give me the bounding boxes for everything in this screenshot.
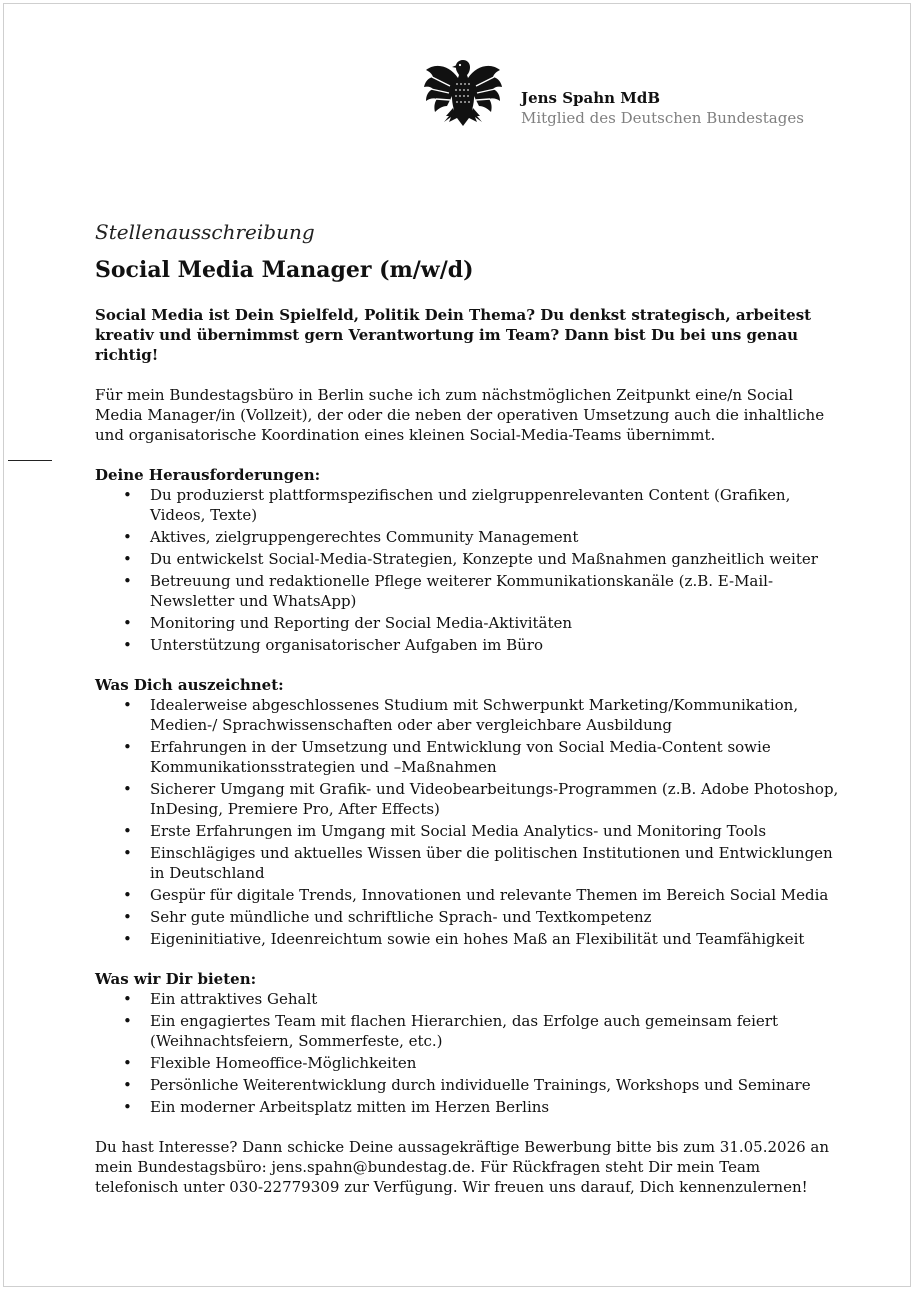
list-item: • Einschlägiges und aktuelles Wissen über die politischen Institutionen und Entwicklungen in Deutschland	[95, 843, 840, 883]
list-item: • Erfahrungen in der Umsetzung und Entwicklung von Social Media-Content sowie Kommunikationsstrategien und –Maßnahmen	[95, 737, 840, 777]
document-page	[3, 3, 911, 1287]
list-item: • Flexible Homeoffice-Möglichkeiten	[95, 1053, 840, 1073]
bullet-list	[95, 989, 840, 1117]
bullet-list	[95, 485, 840, 655]
list-item: • Sicherer Umgang mit Grafik- und Videobearbeitungs-Programmen (z.B. Adobe Photoshop, InDesing, Premiere Pro, After Effects)	[95, 779, 840, 819]
section-challenges	[95, 465, 840, 655]
section-heading: Was wir Dir bieten:	[95, 970, 257, 988]
list-item: • Ein attraktives Gehalt	[95, 989, 840, 1009]
letterhead	[422, 56, 842, 132]
list-item: • Aktives, zielgruppengerechtes Community Management	[95, 527, 840, 547]
list-item: • Ein moderner Arbeitsplatz mitten im Herzen Berlins	[95, 1097, 840, 1117]
list-item: • Eigeninitiative, Ideenreichtum sowie ein hohes Maß an Flexibilität und Teamfähigkeit	[95, 929, 840, 949]
lead-paragraph: Social Media ist Dein Spielfeld, Politik Dein Thema? Du denkst strategisch, arbeitest kreativ und übernimmst gern Verantwortung im Team? Dann bist Du bei uns genau richtig!	[95, 306, 812, 364]
job-title: Social Media Manager (m/w/d)	[95, 257, 474, 283]
document-kicker: Stellenausschreibung	[95, 220, 315, 244]
list-item: • Erste Erfahrungen im Umgang mit Social Media Analytics- und Monitoring Tools	[95, 821, 840, 841]
list-item: • Unterstützung organisatorischer Aufgaben im Büro	[95, 635, 840, 655]
list-item: • Betreuung und redaktionelle Pflege weiterer Kommunikationskanäle (z.B. E-Mail-Newsletter und WhatsApp)	[95, 571, 840, 611]
list-item: • Du entwickelst Social-Media-Strategien, Konzepte und Maßnahmen ganzheitlich weiter	[95, 549, 840, 569]
list-item: • Du produzierst plattformspezifischen und zielgruppenrelevanten Content (Grafiken, Videos, Texte)	[95, 485, 840, 525]
bundesadler-eagle-icon	[422, 56, 504, 130]
section-heading: Was Dich auszeichnet:	[95, 676, 284, 694]
closing-paragraph: Du hast Interesse? Dann schicke Deine aussagekräftige Bewerbung bitte bis zum 31.05.2026 an mein Bundestagsbüro: jens.spahn@bundestag.de. Für Rückfragen steht Dir mein Team telefonisch unter 030-22779309 zur Verfügung. Wir freuen uns darauf, Dich kennenzulernen!	[95, 1138, 830, 1196]
section-heading: Deine Herausforderungen:	[95, 466, 321, 484]
list-item: • Sehr gute mündliche und schriftliche Sprach- und Textkompetenz	[95, 907, 840, 927]
bullet-list	[95, 695, 840, 949]
section-qualifications	[95, 675, 840, 949]
letterhead-role: Mitglied des Deutschen Bundestages	[521, 109, 804, 127]
list-item: • Ein engagiertes Team mit flachen Hierarchien, das Erfolge auch gemeinsam feiert (Weihnachtsfeiern, Sommerfeste, etc.)	[95, 1011, 840, 1051]
fold-mark	[8, 460, 52, 461]
letterhead-name: Jens Spahn MdB	[521, 89, 661, 107]
list-item: • Persönliche Weiterentwicklung durch individuelle Trainings, Workshops und Seminare	[95, 1075, 840, 1095]
list-item: • Idealerweise abgeschlossenes Studium mit Schwerpunkt Marketing/Kommunikation, Medien-/ Sprachwissenschaften oder aber vergleichbare Ausbildung	[95, 695, 840, 735]
intro-paragraph: Für mein Bundestagsbüro in Berlin suche ich zum nächstmöglichen Zeitpunkt eine/n Social Media Manager/in (Vollzeit), der oder die neben der operativen Umsetzung auch die inhaltliche und organisatorische Koordination eines kleinen Social-Media-Teams übernimmt.	[95, 386, 825, 444]
job-posting-body	[95, 219, 840, 1197]
list-item: • Monitoring und Reporting der Social Media-Aktivitäten	[95, 613, 840, 633]
list-item: • Gespür für digitale Trends, Innovationen und relevante Themen im Bereich Social Media	[95, 885, 840, 905]
section-benefits	[95, 969, 840, 1117]
